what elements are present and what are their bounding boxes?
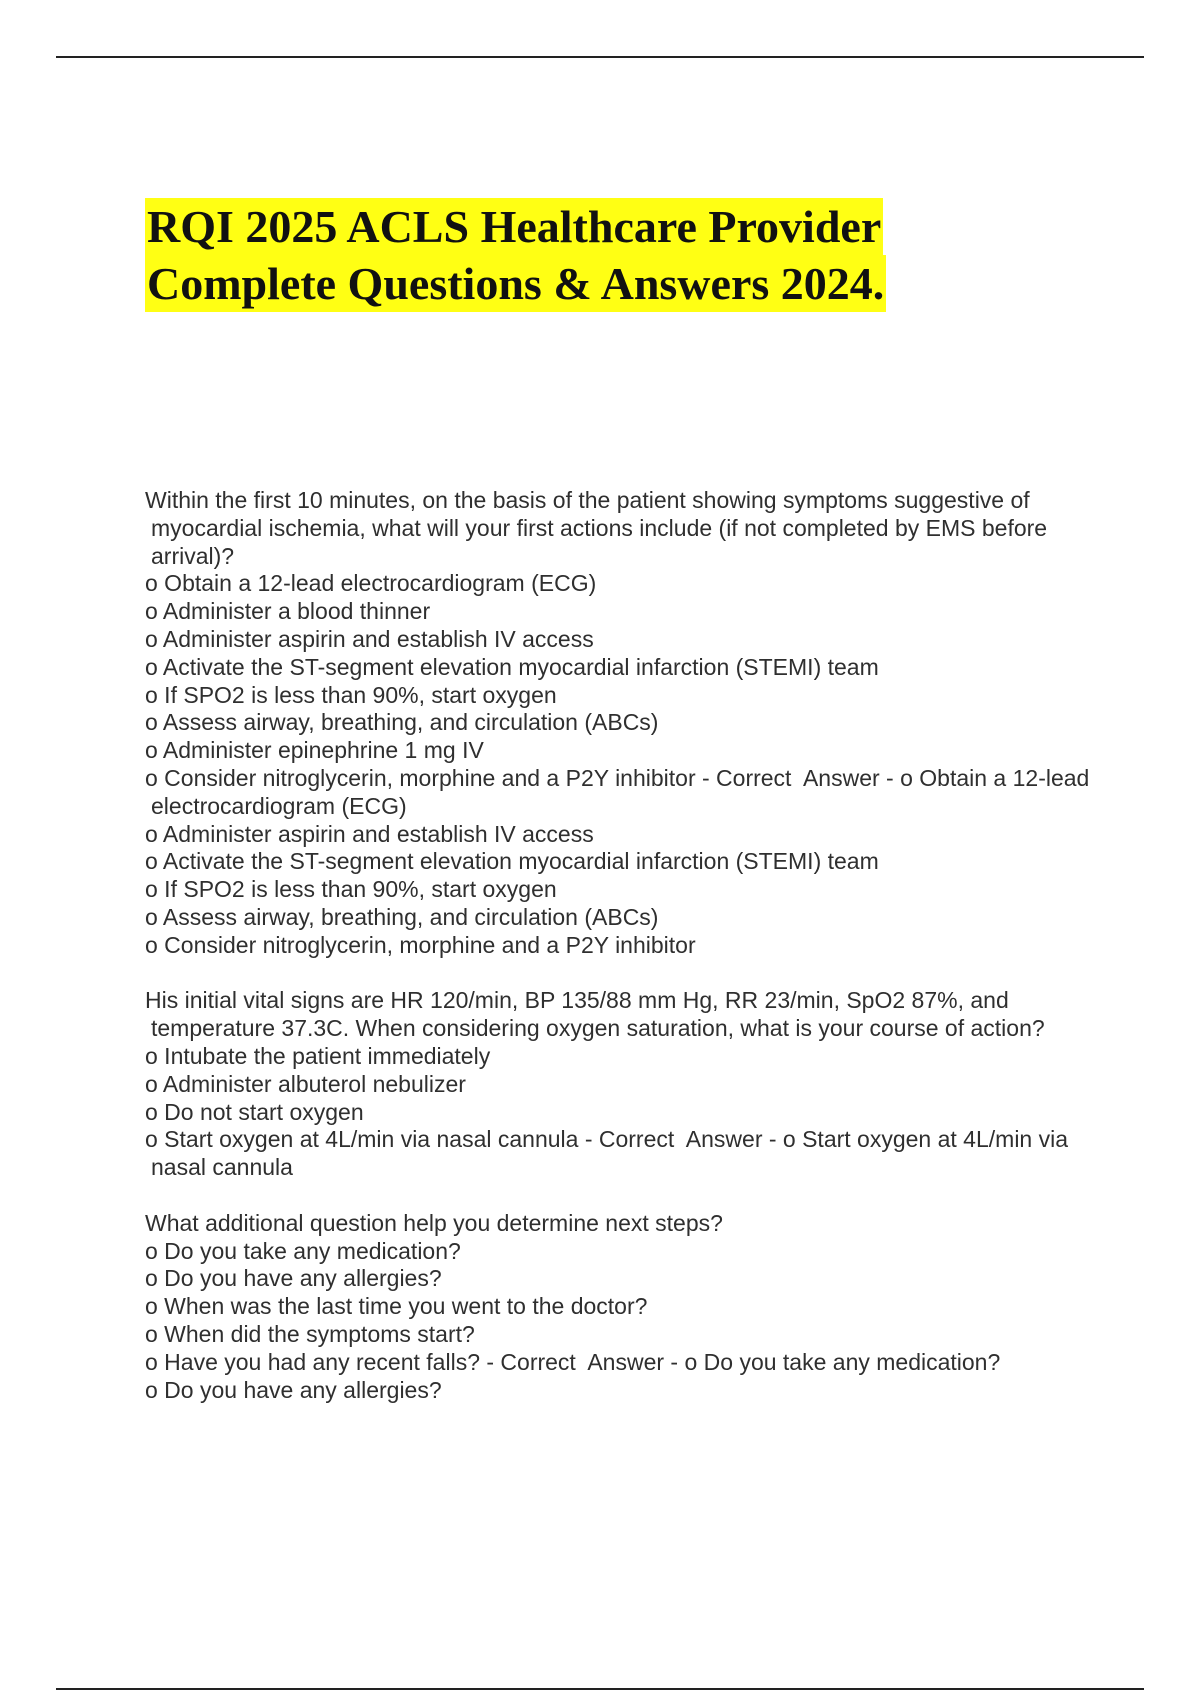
answer-1-item-4: o Assess airway, breathing, and circulation (ABCs) <box>145 903 659 930</box>
option-2-2: o Administer albuterol nebulizer <box>145 1070 466 1097</box>
option-1-4: o Activate the ST-segment elevation myocardial infarction (STEMI) team <box>145 653 879 680</box>
qa-content <box>145 487 1105 1432</box>
qa-block-1 <box>145 487 1105 960</box>
answer-1-item-1: o Administer aspirin and establish IV access <box>145 820 594 847</box>
option-3-2: o Do you have any allergies? <box>145 1265 442 1292</box>
answer-line-2: o Start oxygen at 4L/min via nasal cannula - Correct Answer - o Start oxygen at 4L/min via nasal cannula <box>145 1126 1075 1181</box>
option-1-1: o Obtain a 12-lead electrocardiogram (ECG) <box>145 570 597 597</box>
qa-block-2 <box>145 987 1105 1182</box>
option-3-1: o Do you take any medication? <box>145 1237 461 1264</box>
question-3: What additional question help you determine next steps? <box>145 1209 723 1236</box>
option-3-3: o When was the last time you went to the doctor? <box>145 1293 648 1320</box>
option-1-2: o Administer a blood thinner <box>145 598 431 625</box>
answer-3-item-1: o Do you have any allergies? <box>145 1376 442 1403</box>
option-2-1: o Intubate the patient immediately <box>145 1042 491 1069</box>
question-2: His initial vital signs are HR 120/min, BP 135/88 mm Hg, RR 23/min, SpO2 87%, and temperature 37.3C. When considering oxygen saturation, what is your course of action? <box>145 987 1045 1042</box>
title-line-2: Complete Questions & Answers 2024. <box>145 255 886 312</box>
bottom-rule <box>56 1688 1144 1690</box>
option-1-5: o If SPO2 is less than 90%, start oxygen <box>145 681 557 708</box>
question-1: Within the first 10 minutes, on the basis of the patient showing symptoms suggestive of myocardial ischemia, what will your first actions include (if not completed by EMS before arrival)? <box>145 487 1054 569</box>
answer-line-3: o Have you had any recent falls? - Correct Answer - o Do you take any medication? <box>145 1348 1001 1375</box>
qa-block-3 <box>145 1210 1105 1405</box>
answer-line-1: o Consider nitroglycerin, morphine and a P2Y inhibitor - Correct Answer - o Obtain a 12-lead electrocardiogram (ECG) <box>145 764 1096 819</box>
option-1-3: o Administer aspirin and establish IV access <box>145 625 594 652</box>
answer-1-item-3: o If SPO2 is less than 90%, start oxygen <box>145 876 557 903</box>
option-1-7: o Administer epinephrine 1 mg IV <box>145 737 484 764</box>
top-rule <box>56 56 1144 58</box>
title-line-1: RQI 2025 ACLS Healthcare Provider <box>145 198 883 255</box>
answer-1-item-5: o Consider nitroglycerin, morphine and a P2Y inhibitor <box>145 931 696 958</box>
option-2-3: o Do not start oxygen <box>145 1098 364 1125</box>
answer-1-item-2: o Activate the ST-segment elevation myocardial infarction (STEMI) team <box>145 848 879 875</box>
document-title <box>145 198 1105 312</box>
option-3-4: o When did the symptoms start? <box>145 1320 475 1347</box>
option-1-6: o Assess airway, breathing, and circulation (ABCs) <box>145 709 659 736</box>
